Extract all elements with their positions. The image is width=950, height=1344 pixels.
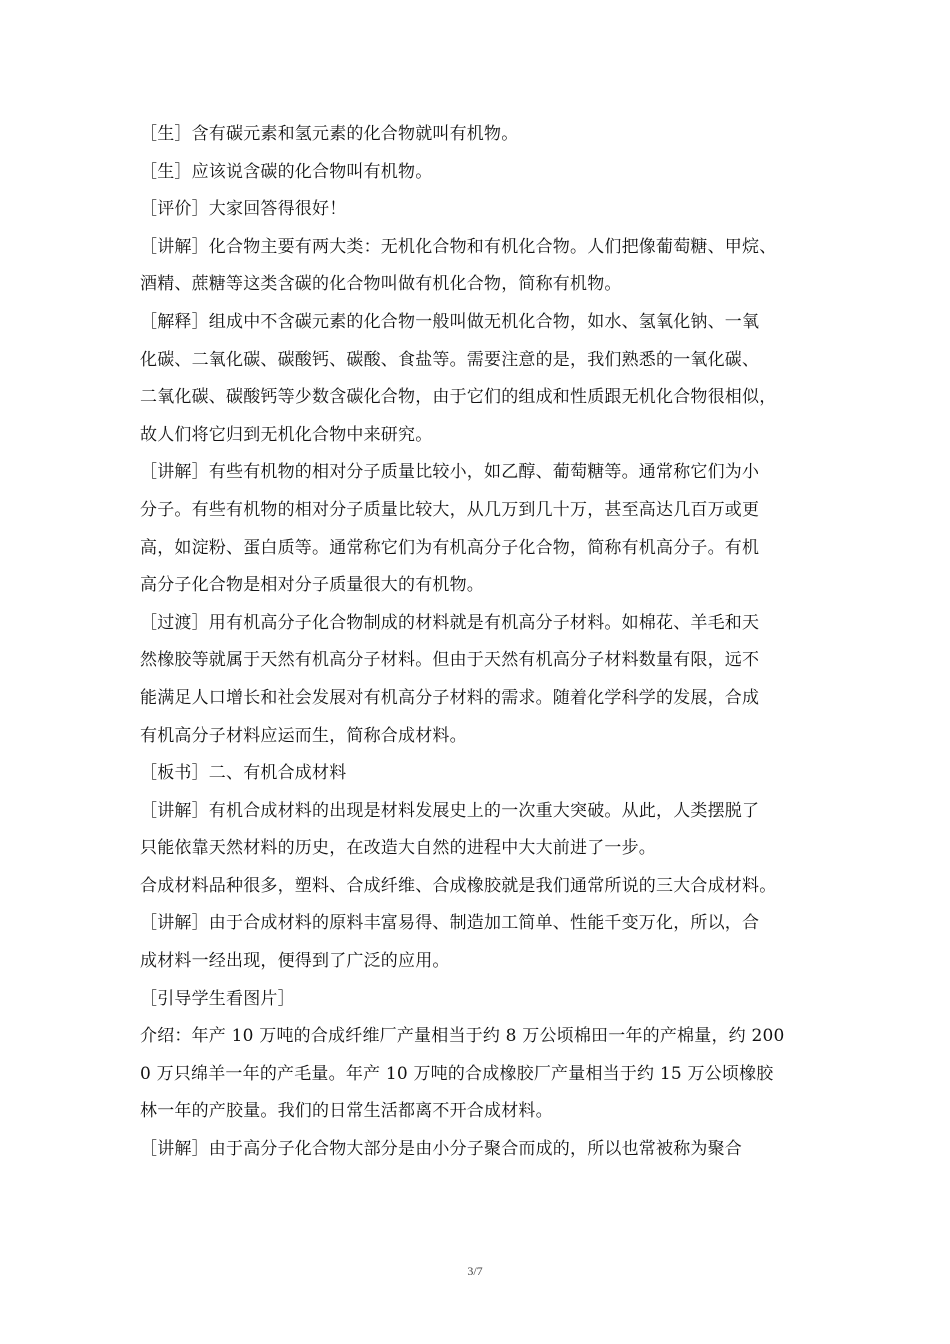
text-line: 高分子化合物是相对分子质量很大的有机物。 <box>140 575 484 596</box>
body-text <box>140 116 840 1169</box>
text-line: 酒精、蔗糖等这类含碳的化合物叫做有机化合物，简称有机物。 <box>140 274 622 295</box>
text-line: 高，如淀粉、蛋白质等。通常称它们为有机高分子化合物，简称有机高分子。有机 <box>140 537 760 558</box>
text-line: ［生］应该说含碳的化合物叫有机物。 <box>140 161 433 182</box>
text-line: 林一年的产胶量。我们的日常生活都离不开合成材料。 <box>140 1101 553 1122</box>
page-number: 3/7 <box>467 1264 483 1278</box>
text-line: 能满足人口增长和社会发展对有机高分子材料的需求。随着化学科学的发展，合成 <box>140 687 760 708</box>
text-line: 合成材料品种很多，塑料、合成纤维、合成橡胶就是我们通常所说的三大合成材料。 <box>140 875 777 896</box>
text-line: ［引导学生看图片］ <box>140 988 295 1009</box>
text-line: ［过渡］用有机高分子化合物制成的材料就是有机高分子材料。如棉花、羊毛和天 <box>140 612 760 633</box>
text-line: 介绍：年产 10 万吨的合成纤维厂产量相当于约 8 万公顷棉田一年的产棉量，约 200 <box>140 1026 785 1047</box>
text-line: 故人们将它归到无机化合物中来研究。 <box>140 424 433 445</box>
text-line: 0 万只绵羊一年的产毛量。年产 10 万吨的合成橡胶厂产量相当于约 15 万公顷橡胶 <box>140 1063 774 1084</box>
text-line: 成材料一经出现，便得到了广泛的应用。 <box>140 951 450 972</box>
text-line: ［板书］二、有机合成材料 <box>140 763 347 784</box>
text-line: 分子。有些有机物的相对分子质量比较大，从几万到几十万，甚至高达几百万或更 <box>140 499 760 520</box>
text-line: 只能依靠天然材料的历史，在改造大自然的进程中大大前进了一步。 <box>140 838 656 859</box>
text-line: 有机高分子材料应运而生，简称合成材料。 <box>140 725 467 746</box>
text-line: 化碳、二氧化碳、碳酸钙、碳酸、食盐等。需要注意的是，我们熟悉的一氧化碳、 <box>140 349 760 370</box>
text-line: ［解释］组成中不含碳元素的化合物一般叫做无机化合物，如水、氢氧化钠、一氧 <box>140 311 760 332</box>
text-line: ［讲解］由于高分子化合物大部分是由小分子聚合而成的，所以也常被称为聚合 <box>140 1139 742 1160</box>
text-line: ［生］含有碳元素和氢元素的化合物就叫有机物。 <box>140 124 519 144</box>
text-line: ［评价］大家回答得很好！ <box>140 199 347 220</box>
text-line: 二氧化碳、碳酸钙等少数含碳化合物，由于它们的组成和性质跟无机化合物很相似， <box>140 387 777 408</box>
text-line: ［讲解］由于合成材料的原料丰富易得、制造加工简单、性能千变万化，所以，合 <box>140 913 760 934</box>
text-line: ［讲解］有机合成材料的出现是材料发展史上的一次重大突破。从此，人类摆脱了 <box>140 800 760 821</box>
text-line: ［讲解］化合物主要有两大类：无机化合物和有机化合物。人们把像葡萄糖、甲烷、 <box>140 236 777 257</box>
text-line: 然橡胶等就属于天然有机高分子材料。但由于天然有机高分子材料数量有限，远不 <box>140 650 760 671</box>
text-line: ［讲解］有些有机物的相对分子质量比较小，如乙醇、葡萄糖等。通常称它们为小 <box>140 462 760 483</box>
